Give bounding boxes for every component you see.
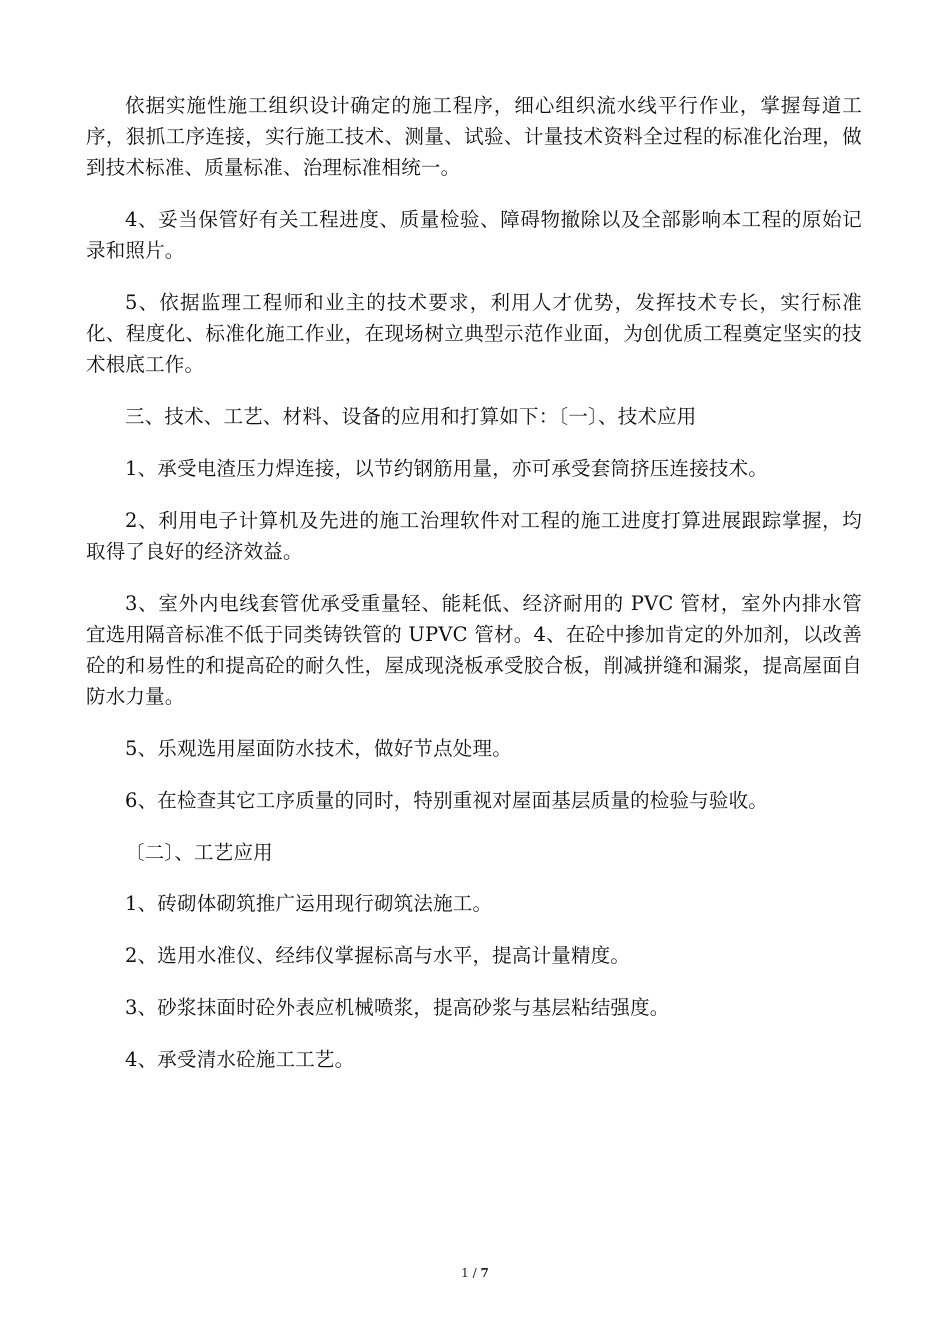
paragraph: 4、承受清水砼施工工艺。: [125, 1048, 355, 1071]
paragraph: 5、乐观选用屋面防水技术，做好节点处理。: [125, 737, 512, 760]
paragraph: 6、在检查其它工序质量的同时，特别重视对屋面基层质量的检验与验收。: [125, 789, 769, 812]
paragraph: 2、选用水准仪、经纬仪掌握标高与水平，提高计量精度。: [125, 944, 631, 967]
subsection-heading: 〔二〕、工艺应用: [125, 841, 273, 864]
paragraph: 1、承受电渣压力焊连接，以节约钢筋用量，亦可承受套筒挤压连接技术。: [125, 457, 769, 480]
paragraph: 4、妥当保管好有关工程进度、质量检验、障碍物撤除以及全部影响本工程的原始记录和照片。: [86, 208, 862, 262]
section-heading: 三、技术、工艺、材料、设备的应用和打算如下：〔一〕、技术应用: [125, 405, 697, 428]
paragraph: 2、利用电子计算机及先进的施工治理软件对工程的施工进度打算进展跟踪掌握，均取得了良好的经济效益。: [86, 509, 862, 563]
page-total: 7: [480, 1266, 489, 1280]
page-current: 1: [461, 1266, 469, 1280]
paragraph: 5、依据监理工程师和业主的技术要求，利用人才优势，发挥技术专长，实行标准化、程度化、标准化施工作业，在现场树立典型示范作业面，为创优质工程奠定坚实的技术根底工作。: [86, 291, 862, 376]
paragraph: 3、砂浆抹面时砼外表应机械喷浆，提高砂浆与基层粘结强度。: [125, 996, 670, 1019]
paragraph: 依据实施性施工组织设计确定的施工程序，细心组织流水线平行作业，掌握每道工序，狠抓工序连接，实行施工技术、测量、试验、计量技术资料全过程的标准化治理，做到技术标准、质量标准、治理标准相统一。: [86, 94, 862, 179]
page-number: [0, 1266, 950, 1280]
page-separator: /: [468, 1266, 481, 1280]
paragraph: 3、室外内电线套管优承受重量轻、能耗低、经济耐用的 PVC 管材，室外内排水管宜选用隔音标准不低于同类铸铁管的 UPVC 管材。4、在砼中掺加肯定的外加剂，以改善砼的和易性的和提高砼的耐久性，屋成现浇板承受胶合板，削减拼缝和漏浆，提高屋面自防水力量。: [86, 592, 862, 708]
document-body: [86, 90, 862, 1096]
paragraph: 1、砖砌体砌筑推广运用现行砌筑法施工。: [125, 892, 493, 915]
